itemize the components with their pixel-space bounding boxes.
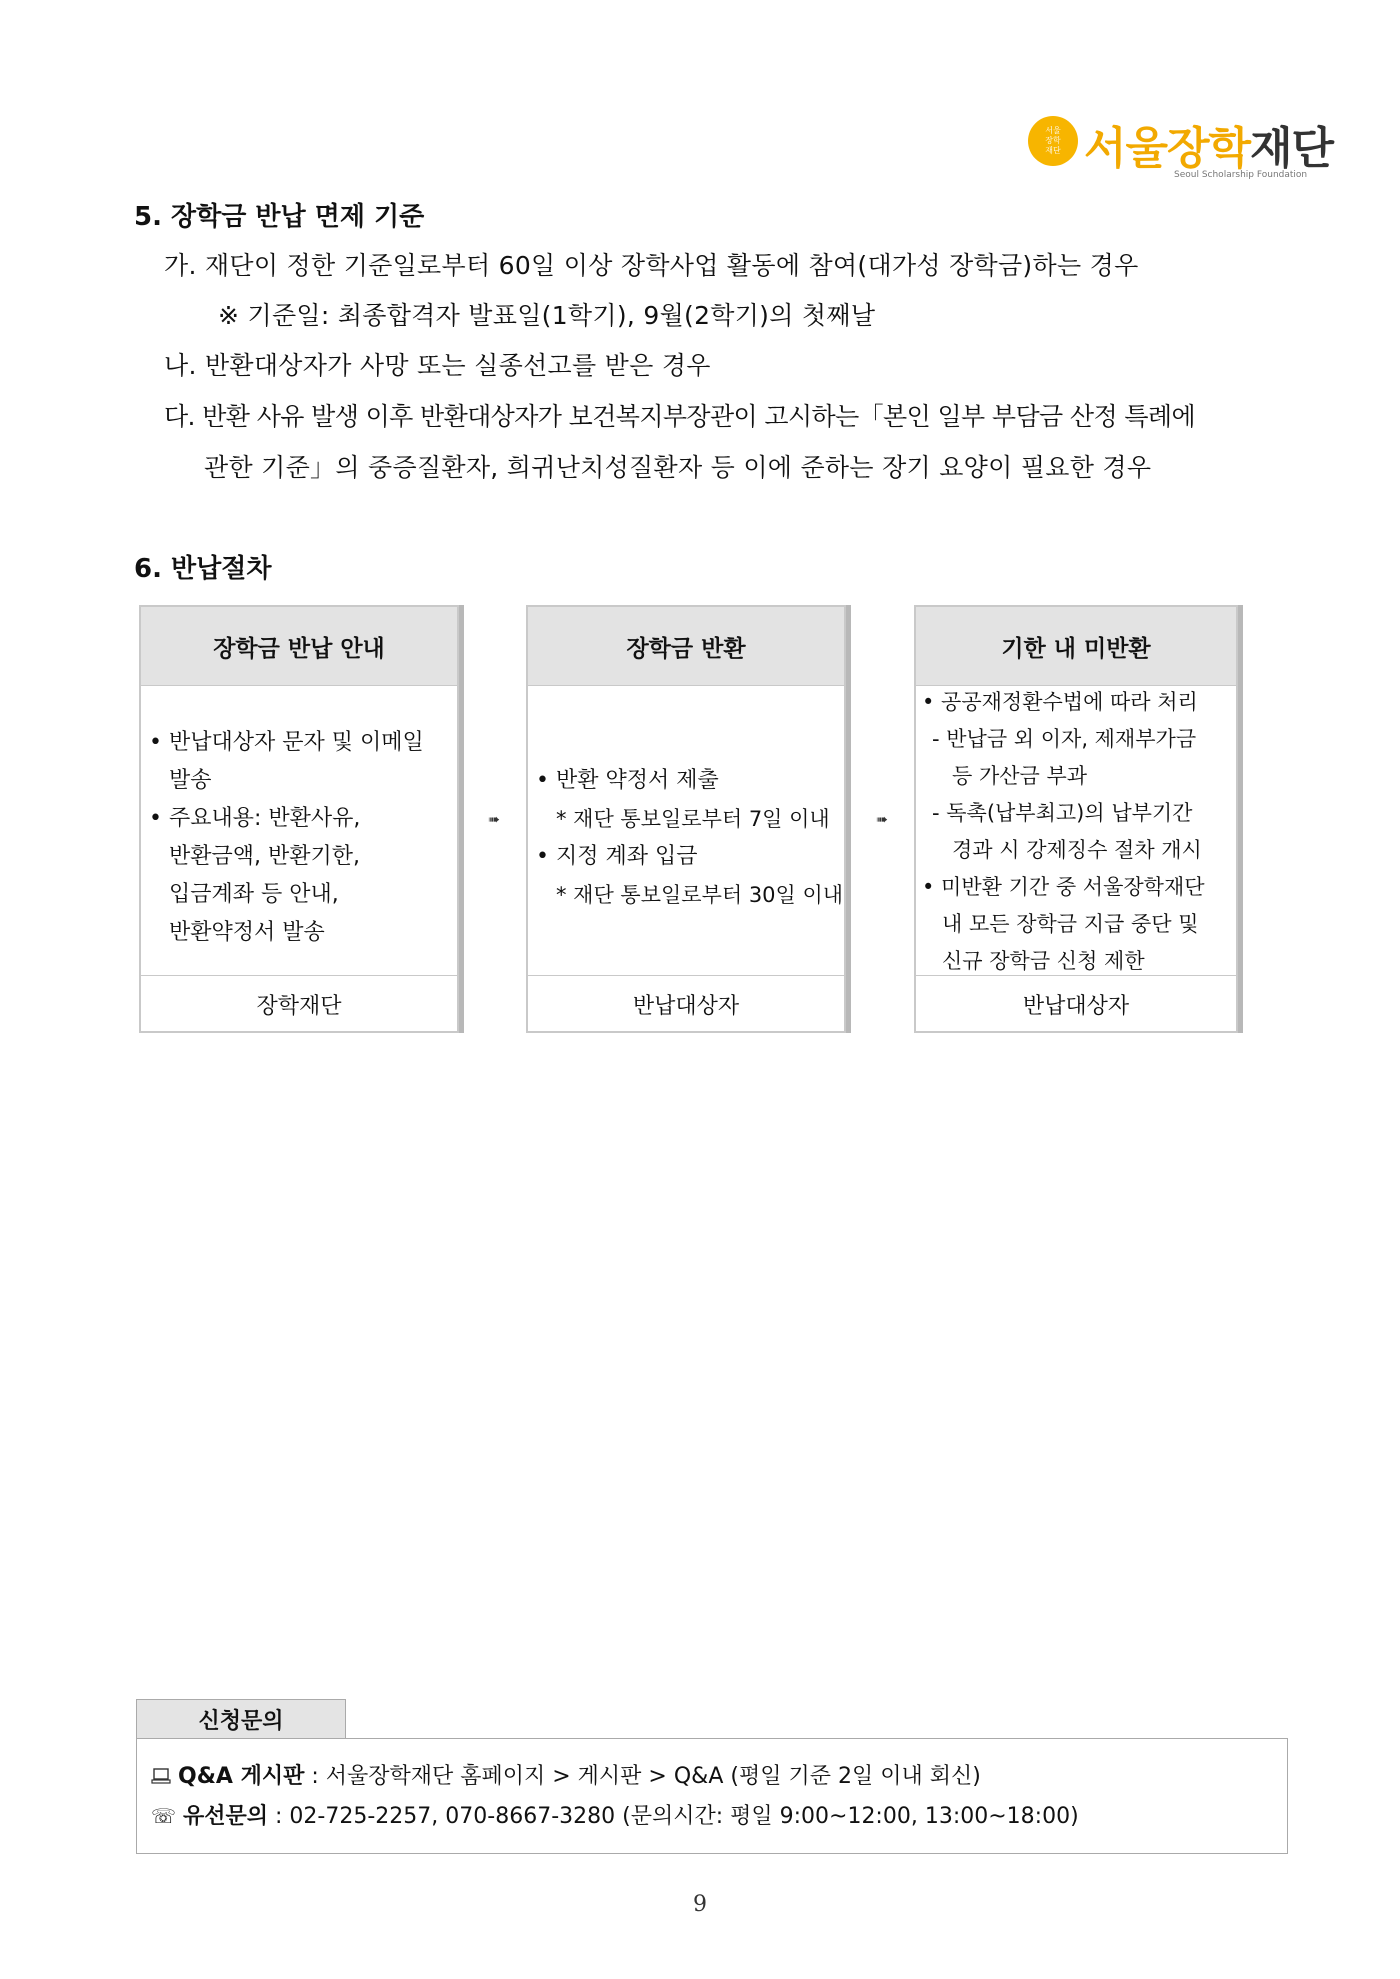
section5-note-ga: ※ 기준일: 최종합격자 발표일(1학기), 9월(2학기)의 첫째날 bbox=[218, 301, 876, 330]
foundation-logo bbox=[1028, 112, 1334, 184]
step-line: • 반환 약정서 제출 bbox=[536, 768, 719, 793]
qa-text: : 서울장학재단 홈페이지 > 게시판 > Q&A (평일 기준 2일 이내 회신) bbox=[311, 1764, 981, 1789]
section6-title: 6. 반납절차 bbox=[134, 554, 272, 584]
step-line: • 지정 계좌 입금 bbox=[536, 844, 698, 869]
step-line: • 주요내용: 반환사유, bbox=[149, 806, 361, 831]
page-number: 9 bbox=[693, 1892, 707, 1917]
step-line: 내 모든 장학금 지급 중단 및 bbox=[942, 912, 1199, 936]
section5-title: 5. 장학금 반납 면제 기준 bbox=[134, 202, 425, 232]
phone-text: : 02-725-2257, 070-8667-3280 (문의시간: 평일 9:00~12:00, 13:00~18:00) bbox=[275, 1804, 1079, 1829]
flow-step-repayment bbox=[526, 605, 846, 1033]
inquiry-tab: 신청문의 bbox=[136, 1699, 346, 1739]
flow-step-notice bbox=[139, 605, 459, 1033]
inquiry-qa-row bbox=[151, 1759, 981, 1790]
flow-step-overdue bbox=[914, 605, 1238, 1033]
flow-arrow-icon: ➠ bbox=[876, 812, 888, 828]
inquiry-phone-row bbox=[151, 1799, 1079, 1830]
step-title: 기한 내 미반환 bbox=[916, 607, 1236, 686]
step-line: - 반납금 외 이자, 제재부가금 bbox=[932, 727, 1197, 751]
step-title: 장학금 반납 안내 bbox=[141, 607, 457, 686]
step-body bbox=[916, 686, 1236, 976]
step-line: • 미반환 기간 중 서울장학재단 bbox=[922, 875, 1205, 899]
qa-label: Q&A 게시판 bbox=[178, 1764, 305, 1789]
step-line: • 반납대상자 문자 및 이메일 bbox=[149, 730, 424, 755]
step-line: 발송 bbox=[169, 768, 212, 793]
step-line: 입금계좌 등 안내, bbox=[169, 882, 339, 907]
logo-emblem: 서울 장학 재단 bbox=[1028, 116, 1078, 166]
step-actor: 장학재단 bbox=[256, 993, 342, 1019]
phone-label: 유선문의 bbox=[183, 1804, 269, 1829]
step-line: • 공공재정환수법에 따라 처리 bbox=[922, 690, 1198, 714]
step-line: 등 가산금 부과 bbox=[952, 764, 1088, 788]
step-line: - 독촉(납부최고)의 납부기간 bbox=[932, 801, 1193, 825]
step-body bbox=[528, 686, 844, 976]
step-line: 반환약정서 발송 bbox=[169, 920, 325, 945]
step-line: * 재단 통보일로부터 30일 이내 bbox=[556, 883, 844, 907]
laptop-icon bbox=[151, 1764, 178, 1789]
step-line: * 재단 통보일로부터 7일 이내 bbox=[556, 807, 830, 831]
step-body bbox=[141, 686, 457, 976]
step-line: 신규 장학금 신청 제한 bbox=[942, 949, 1145, 973]
phone-icon: ☏ bbox=[151, 1804, 177, 1828]
step-title: 장학금 반환 bbox=[528, 607, 844, 686]
inquiry-box bbox=[136, 1738, 1288, 1854]
logo-wordmark: 서울장학재단 bbox=[1084, 123, 1334, 174]
section5-item-da-line2: 관한 기준」의 중증질환자, 희귀난치성질환자 등 이에 준하는 장기 요양이 필요한 경우 bbox=[204, 453, 1152, 482]
section5-item-ga: 가. 재단이 정한 기준일로부터 60일 이상 장학사업 활동에 참여(대가성 장학금)하는 경우 bbox=[164, 251, 1139, 280]
step-line: 반환금액, 반환기한, bbox=[169, 844, 360, 869]
logo-subtitle: Seoul Scholarship Foundation bbox=[1174, 170, 1308, 180]
step-actor: 반납대상자 bbox=[632, 993, 740, 1019]
flow-arrow-icon: ➠ bbox=[488, 812, 500, 828]
section5-item-na: 나. 반환대상자가 사망 또는 실종선고를 받은 경우 bbox=[164, 351, 711, 380]
step-actor: 반납대상자 bbox=[1022, 993, 1130, 1019]
section5-item-da-line1: 다. 반환 사유 발생 이후 반환대상자가 보건복지부장관이 고시하는「본인 일부 부담금 산정 특례에 bbox=[164, 402, 1196, 431]
step-line: 경과 시 강제징수 절차 개시 bbox=[952, 838, 1202, 862]
